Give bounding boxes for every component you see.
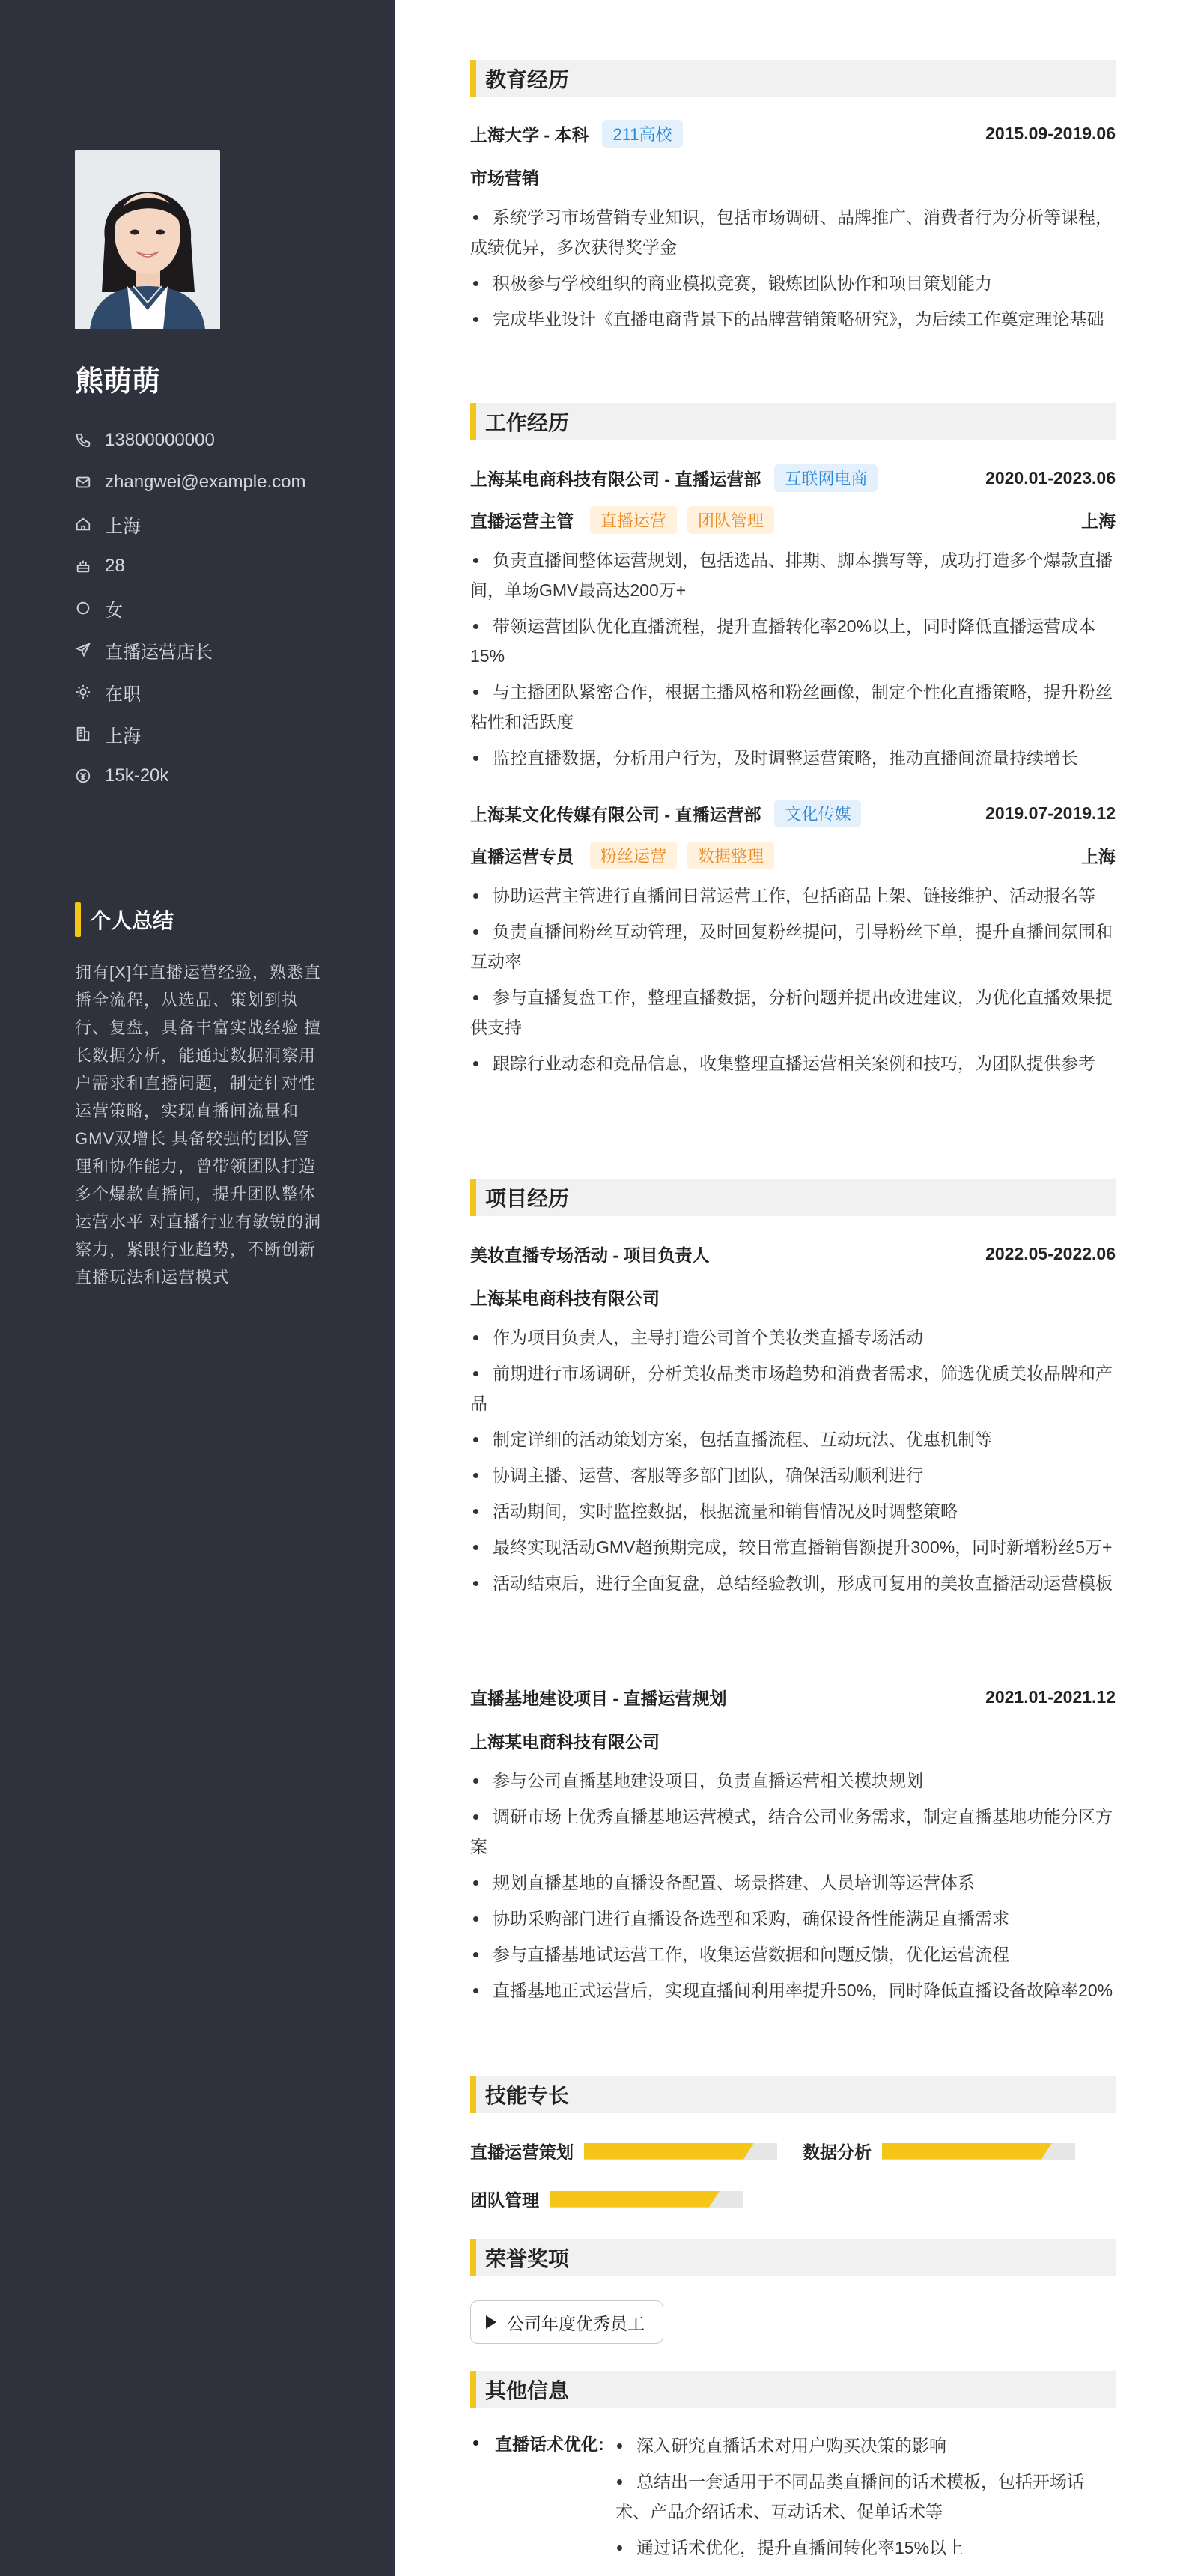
info-city — [75, 713, 306, 755]
list-item: 与主播团队紧密合作，根据主播风格和粉丝画像，制定个性化直播策略，提升粉丝粘性和活跃度 — [470, 682, 1113, 732]
info-position — [75, 629, 306, 671]
work-1-header — [470, 800, 1116, 827]
project-0-list — [470, 1322, 1116, 1604]
section-title: 荣誉奖项 — [485, 2247, 570, 2270]
education-header — [470, 120, 1116, 148]
other-label: 直播话术优化: — [473, 2431, 604, 2455]
send-icon — [75, 642, 91, 658]
section-title: 工作经历 — [485, 411, 570, 434]
skill-item — [470, 2187, 743, 2211]
list-item: 完成毕业设计《直播电商背景下的品牌营销策略研究》，为后续工作奠定理论基础 — [470, 304, 1116, 334]
info-salary-text: 15k-20k — [105, 765, 169, 786]
skill-level-fill — [882, 2143, 1052, 2160]
skill-name: 团队管理 — [470, 2190, 539, 2210]
list-item: 调研市场上优秀直播基地运营模式，结合公司业务需求，制定直播基地功能分区方案 — [470, 1807, 1113, 1856]
accent-bar — [470, 1179, 476, 1216]
project-1-header — [470, 1685, 1116, 1710]
work-location: 上海 — [1081, 511, 1116, 531]
info-gender — [75, 587, 306, 629]
work-0-header — [470, 464, 1116, 492]
info-age — [75, 545, 306, 587]
skill-name: 直播运营策划 — [470, 2142, 574, 2162]
project-1-list — [470, 1766, 1116, 2011]
avatar — [75, 150, 220, 329]
skill-item — [803, 2139, 1075, 2163]
section-work — [470, 403, 1116, 440]
phone-icon — [75, 432, 91, 449]
list-item: 系统学习市场营销专业知识，包括市场调研、品牌推广、消费者行为分析等课程，成绩优异，多次获得奖学金 — [470, 207, 1113, 257]
skill-item — [470, 2139, 777, 2163]
education-date: 2015.09-2019.06 — [985, 124, 1116, 143]
project-name: 直播基地建设项目 - 直播运营规划 — [470, 1689, 727, 1708]
project-name: 美妆直播专场活动 - 项目负责人 — [470, 1245, 710, 1265]
project-date: 2021.01-2021.12 — [985, 1687, 1116, 1707]
list-item: 总结出一套适用于不同品类直播间的话术模板，包括开场话术、产品介绍话术、互动话术、促单话术等 — [615, 2472, 1084, 2521]
sidebar — [0, 0, 395, 2576]
skill-level-bar — [584, 2143, 777, 2160]
home-icon — [75, 516, 91, 532]
info-gender-text: 女 — [105, 600, 123, 621]
industry-tag: 互联网电商 — [774, 464, 878, 492]
list-item: 积极参与学校组织的商业模拟竞赛，锻炼团队协作和项目策划能力 — [470, 268, 1116, 298]
work-role: 直播运营主管 — [470, 511, 574, 531]
accent-bar — [470, 2371, 476, 2408]
work-1-role — [470, 842, 1116, 869]
candidate-name: 熊萌萌 — [75, 366, 161, 398]
accent-bar — [470, 403, 476, 440]
info-phone — [75, 419, 306, 461]
skill-name: 数据分析 — [803, 2142, 872, 2162]
accent-bar — [470, 2076, 476, 2113]
section-awards — [470, 2239, 1116, 2276]
summary-title: 个人总结 — [90, 909, 174, 932]
work-1-list — [470, 881, 1116, 1084]
list-item: 深入研究直播话术对用户购买决策的影响 — [615, 2431, 1116, 2461]
gender-icon — [75, 600, 91, 616]
work-date: 2019.07-2019.12 — [985, 804, 1116, 823]
list-item: 规划直播基地的直播设备配置、场景搭建、人员培训等运营体系 — [470, 1868, 1116, 1898]
list-item: 跟踪行业动态和竞品信息，收集整理直播运营相关案例和技巧，为团队提供参考 — [470, 1048, 1116, 1078]
list-item: 前期进行市场调研，分析美妆品类市场趋势和消费者需求，筛选优质美妆品牌和产品 — [470, 1364, 1113, 1413]
list-item: 负责直播间整体运营规划，包括选品、排期、脚本撰写等，成功打造多个爆款直播间，单场GMV最高达200万+ — [470, 550, 1113, 600]
project-date: 2022.05-2022.06 — [985, 1244, 1116, 1263]
list-item: 参与直播复盘工作，整理直播数据，分析问题并提出改进建议，为优化直播效果提供支持 — [470, 988, 1113, 1037]
list-item: 作为项目负责人，主导打造公司首个美妆类直播专场活动 — [470, 1322, 1116, 1352]
info-age-text: 28 — [105, 556, 125, 576]
info-salary — [75, 755, 306, 797]
industry-tag: 文化传媒 — [774, 800, 861, 827]
work-location: 上海 — [1081, 847, 1116, 866]
list-item: 直播基地正式运营后，实现直播间利用率提升50%，同时降低直播设备故障率20% — [470, 1975, 1116, 2005]
section-title: 项目经历 — [485, 1187, 570, 1210]
award-name: 公司年度优秀员工 — [507, 2313, 645, 2333]
work-company: 上海某电商科技有限公司 - 直播运营部 — [470, 470, 761, 489]
accent-bar — [470, 60, 476, 97]
info-position-text: 直播运营店长 — [105, 642, 213, 663]
education-list — [470, 202, 1116, 340]
work-company: 上海某文化传媒有限公司 - 直播运营部 — [470, 805, 761, 824]
work-role: 直播运营专员 — [470, 847, 574, 866]
list-item: 协助运营主管进行直播间日常运营工作，包括商品上架、链接维护、活动报名等 — [470, 881, 1116, 911]
salary-icon — [75, 768, 91, 784]
project-company: 上海某电商科技有限公司 — [470, 1289, 660, 1308]
work-0-role — [470, 506, 1116, 534]
section-title: 教育经历 — [485, 68, 570, 91]
work-date: 2020.01-2023.06 — [985, 468, 1116, 487]
list-item: 参与直播基地试运营工作，收集运营数据和问题反馈，优化运营流程 — [470, 1939, 1116, 1969]
list-item: 活动结束后，进行全面复盘，总结经验教训，形成可复用的美妆直播活动运营模板 — [470, 1568, 1116, 1598]
info-location-text: 上海 — [105, 516, 141, 537]
skill-level-fill — [550, 2191, 720, 2208]
list-item: 带领运营团队优化直播流程，提升直播转化率20%以上，同时降低直播运营成本15% — [470, 616, 1096, 666]
info-status-text: 在职 — [105, 684, 141, 705]
award-badge — [470, 2300, 663, 2344]
age-icon — [75, 558, 91, 574]
skill-tag: 粉丝运营 — [590, 842, 677, 869]
skill-tag: 直播运营 — [590, 506, 677, 534]
skill-tag: 团队管理 — [687, 506, 774, 534]
school-tag: 211高校 — [602, 120, 682, 148]
mail-icon — [75, 474, 91, 490]
info-city-text: 上海 — [105, 726, 141, 747]
contact-info-list — [75, 419, 306, 797]
section-education — [470, 60, 1116, 97]
list-item: 通过话术优化，提升直播间转化率15%以上 — [615, 2533, 1116, 2563]
section-title: 技能专长 — [485, 2084, 570, 2107]
work-0-list — [470, 545, 1116, 779]
list-item: 最终实现活动GMV超预期完成，较日常直播销售额提升300%，同时新增粉丝5万+ — [470, 1532, 1116, 1562]
education-major: 市场营销 — [470, 168, 539, 188]
section-project — [470, 1179, 1116, 1216]
info-phone-text: 13800000000 — [105, 430, 215, 450]
section-other — [470, 2371, 1116, 2408]
list-item: 协助采购部门进行直播设备选型和采购，确保设备性能满足直播需求 — [470, 1904, 1116, 1933]
info-status — [75, 671, 306, 713]
skill-level-fill — [584, 2143, 754, 2160]
skill-tag: 数据整理 — [687, 842, 774, 869]
summary-heading — [75, 902, 174, 938]
list-item: 制定详细的活动策划方案，包括直播流程、互动玩法、优惠机制等 — [470, 1424, 1116, 1454]
skill-level-bar — [550, 2191, 743, 2208]
status-icon — [75, 684, 91, 700]
section-skills — [470, 2076, 1116, 2113]
info-email — [75, 461, 306, 503]
section-title: 其他信息 — [485, 2379, 570, 2402]
school-name: 上海大学 - 本科 — [470, 125, 589, 145]
list-item: 负责直播间粉丝互动管理，及时回复粉丝提问，引导粉丝下单，提升直播间氛围和互动率 — [470, 922, 1113, 971]
list-item: 协调主播、运营、客服等多部门团队，确保活动顺利进行 — [470, 1460, 1116, 1490]
summary-text: 拥有[X]年直播运营经验，熟悉直播全流程，从选品、策划到执行、复盘，具备丰富实战经验 擅长数据分析，能通过数据洞察用户需求和直播问题，制定针对性运营策略，实现直播间流量和GMV双增长 具备较强的团队管理和协作能力，曾带领团队打造多个爆款直播间，提升团队整体运营水平 对直播行业有敏锐的洞察力，紧跟行业趋势，不断创新直播玩法和运营模式 — [75, 963, 322, 1287]
building-icon — [75, 726, 91, 742]
accent-bar — [75, 902, 81, 937]
list-item: 监控直播数据，分析用户行为，及时调整运营策略，推动直播间流量持续增长 — [470, 743, 1116, 773]
other-list — [615, 2431, 1116, 2569]
list-item: 活动期间，实时监控数据，根据流量和销售情况及时调整策略 — [470, 1496, 1116, 1526]
list-item: 参与公司直播基地建设项目，负责直播运营相关模块规划 — [470, 1766, 1116, 1796]
skill-level-bar — [882, 2143, 1075, 2160]
accent-bar — [470, 2239, 476, 2276]
project-0-header — [470, 1242, 1116, 1266]
info-location — [75, 503, 306, 545]
project-company: 上海某电商科技有限公司 — [470, 1732, 660, 1752]
play-icon — [486, 2315, 496, 2329]
info-email-text: zhangwei@example.com — [105, 472, 306, 492]
